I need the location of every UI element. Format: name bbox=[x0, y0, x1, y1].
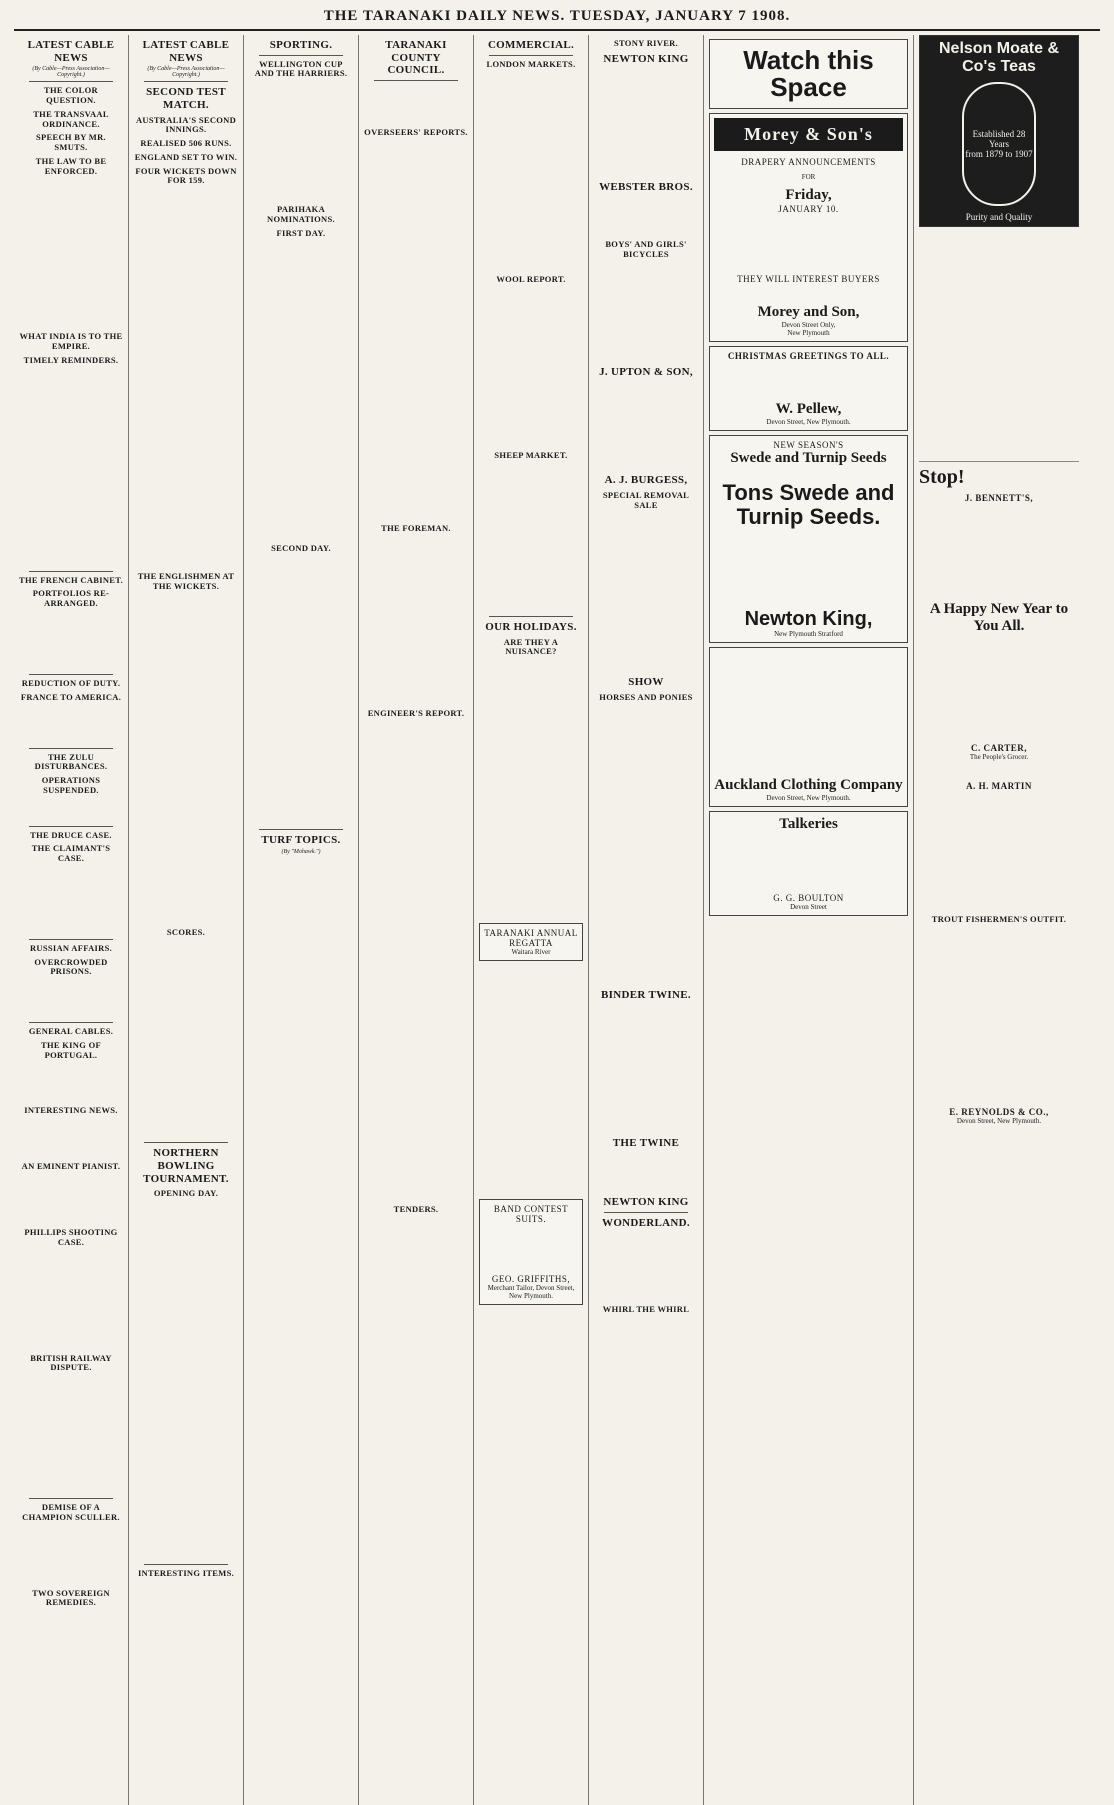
heading: SPORTING. bbox=[269, 39, 333, 51]
for-text: FOR bbox=[801, 173, 816, 181]
body-text-block bbox=[594, 67, 698, 177]
heading: LATEST CABLE NEWS bbox=[27, 39, 115, 64]
heading: FRANCE TO AMERICA. bbox=[20, 691, 122, 702]
nelson-years: from 1879 to 1907 bbox=[965, 149, 1033, 159]
body-text-block bbox=[19, 979, 123, 1019]
heading: OUR HOLIDAYS. bbox=[485, 620, 577, 633]
heading: RUSSIAN AFFAIRS. bbox=[29, 942, 113, 953]
heading: WHAT INDIA IS TO THE EMPIRE. bbox=[19, 331, 123, 352]
nelson-badge bbox=[962, 82, 1036, 206]
heading: INTERESTING NEWS. bbox=[24, 1105, 118, 1116]
heading: WONDERLAND. bbox=[602, 1216, 690, 1229]
body-text-block bbox=[479, 463, 583, 613]
body-text-block bbox=[249, 556, 353, 826]
swede-line3: Tons Swede and Turnip Seeds. bbox=[722, 480, 895, 530]
body-text-block bbox=[594, 1152, 698, 1192]
column-3 bbox=[244, 35, 359, 1805]
heading: PARIHAKA NOMINATIONS. bbox=[267, 204, 335, 224]
heading: NORTHERN BOWLING TOURNAMENT. bbox=[143, 1147, 229, 1185]
heading: NEWTON KING bbox=[603, 1196, 689, 1209]
heading: THE ENGLISHMEN AT THE WICKETS. bbox=[137, 571, 235, 591]
heading: OVERSEERS' REPORTS. bbox=[364, 126, 468, 137]
heading: PHILLIPS SHOOTING CASE. bbox=[24, 1227, 118, 1247]
heading: FIRST DAY. bbox=[276, 227, 326, 238]
heading: SCORES. bbox=[166, 926, 206, 937]
heading: TURF TOPICS. bbox=[261, 834, 341, 847]
newton-king-address: New Plymouth Stratford bbox=[774, 630, 843, 639]
heading: J. UPTON & SON, bbox=[599, 365, 693, 378]
body-text-block bbox=[19, 611, 123, 671]
heading: THE TRANSVAAL ORDINANCE. bbox=[33, 108, 109, 129]
body-text-block bbox=[19, 1118, 123, 1158]
auckland-clothing-ad bbox=[709, 647, 908, 807]
boulton-address: Devon Street bbox=[790, 903, 827, 912]
dek: (By Cable—Press Association—Copyright.) bbox=[147, 66, 225, 79]
pellew-address: Devon Street, New Plymouth. bbox=[766, 418, 851, 426]
body-text-block bbox=[134, 594, 238, 924]
body-text-block bbox=[19, 368, 123, 568]
column-8-ads bbox=[914, 35, 1084, 1805]
column-1 bbox=[14, 35, 129, 1805]
griffiths-address: Merchant Tailor, Devon Street, New Plymouth. bbox=[487, 1284, 575, 1301]
heading: PORTFOLIOS RE-ARRANGED. bbox=[32, 588, 110, 609]
masthead: THE TARANAKI DAILY NEWS. TUESDAY, JANUARY 7 1908. bbox=[14, 6, 1100, 31]
boulton-name: G. G. BOULTON bbox=[773, 893, 844, 904]
heading: WHIRL THE WHIRL bbox=[602, 1304, 690, 1315]
morey-name: Morey and Son, bbox=[757, 304, 860, 320]
heading: DEMISE OF A CHAMPION SCULLER. bbox=[22, 1502, 120, 1522]
heading: THE CLAIMANT'S CASE. bbox=[31, 843, 111, 864]
body-text-block bbox=[19, 798, 123, 823]
body-text-block bbox=[19, 1250, 123, 1350]
body-text-block bbox=[364, 721, 468, 1201]
heading: SECOND TEST MATCH. bbox=[146, 86, 226, 111]
band-suits-title: BAND CONTEST SUITS. bbox=[493, 1204, 569, 1225]
body-text-block bbox=[594, 1003, 698, 1133]
column-7-ads bbox=[704, 35, 914, 1805]
dek: (By Cable—Press Association—Copyright.) bbox=[32, 66, 110, 79]
nelson-teas-ad bbox=[919, 35, 1079, 227]
regatta-ad bbox=[479, 923, 583, 961]
body-text-block bbox=[364, 140, 468, 520]
heading: REALISED 506 RUNS. bbox=[140, 138, 232, 149]
heading: THE ZULU DISTURBANCES. bbox=[34, 751, 108, 772]
heading: BINDER TWINE. bbox=[601, 988, 691, 1001]
heading: REDUCTION OF DUTY. bbox=[21, 678, 121, 688]
talkeries-ad bbox=[709, 811, 908, 916]
heading: THE KING OF PORTUGAL. bbox=[41, 1039, 101, 1060]
heading: THE FRENCH CABINET. bbox=[19, 574, 124, 585]
heading: WELLINGTON CUP AND THE HARRIERS. bbox=[254, 58, 348, 79]
swede-line2: Swede and Turnip Seeds bbox=[730, 450, 887, 466]
body-text-block bbox=[479, 965, 583, 1195]
pellew-ad bbox=[709, 346, 908, 431]
heading: SHOW bbox=[628, 676, 664, 689]
body-text-block bbox=[19, 705, 123, 745]
nelson-purity: Purity and Quality bbox=[965, 212, 1033, 222]
griffiths-name: GEO. GRIFFITHS, bbox=[491, 1274, 571, 1285]
band-suits-ad bbox=[479, 1199, 583, 1305]
column-2 bbox=[129, 35, 244, 1805]
jan-text: JANUARY 10. bbox=[778, 204, 839, 214]
heading: TROUT FISHERMEN'S OUTFIT. bbox=[931, 914, 1067, 924]
interest-text: THEY WILL INTEREST BUYERS bbox=[737, 274, 880, 284]
heading: FOUR WICKETS DOWN FOR 159. bbox=[135, 165, 237, 186]
heading: BRITISH RAILWAY DISPUTE. bbox=[30, 1352, 112, 1373]
swede-ad bbox=[709, 435, 908, 643]
body-text-block bbox=[134, 1201, 238, 1561]
carter-subtitle: The People's Grocer. bbox=[969, 753, 1029, 761]
regatta-river: Waitara River bbox=[511, 948, 551, 957]
score-table bbox=[134, 939, 238, 1139]
body-text-block bbox=[19, 1525, 123, 1585]
body-text-block bbox=[19, 1174, 123, 1224]
devon-text: Devon Street Only, bbox=[781, 321, 836, 329]
heading: SHEEP MARKET. bbox=[494, 450, 568, 461]
morey-announce-ad bbox=[709, 113, 908, 342]
auckland-name: Auckland Clothing Company bbox=[714, 777, 903, 794]
heading: AUSTRALIA'S SECOND INNINGS. bbox=[135, 114, 237, 135]
heading: HORSES AND PONIES bbox=[599, 692, 693, 703]
heading: SECOND DAY. bbox=[271, 543, 331, 554]
body-text-block bbox=[479, 287, 583, 447]
nelson-est: Established 28 Years bbox=[972, 129, 1026, 149]
heading: OPENING DAY. bbox=[153, 1188, 219, 1199]
heading: BOYS' AND GIRLS' BICYCLES bbox=[605, 239, 687, 259]
talkeries-text: Talkeries bbox=[779, 816, 838, 833]
body-text-block bbox=[594, 1231, 698, 1301]
body-text-block bbox=[594, 512, 698, 672]
heading: LONDON MARKETS. bbox=[486, 58, 576, 69]
heading: ENGINEER'S REPORT. bbox=[367, 708, 465, 719]
bennett-name: J. BENNETT'S, bbox=[964, 493, 1034, 503]
body-text-block bbox=[249, 240, 353, 540]
auckland-address: Devon Street, New Plymouth. bbox=[766, 794, 851, 803]
heading: COMMERCIAL. bbox=[487, 39, 575, 51]
wanted-ad-block bbox=[919, 227, 1079, 462]
stop-text: Stop! bbox=[919, 466, 965, 488]
carter-name: C. CARTER, bbox=[971, 743, 1027, 753]
body-text-block bbox=[594, 705, 698, 985]
heading: A. J. BURGESS, bbox=[604, 474, 688, 487]
swede-line1: NEW SEASON'S bbox=[773, 440, 844, 450]
heading: OPERATIONS SUSPENDED. bbox=[41, 775, 101, 795]
heading: LATEST CABLE NEWS bbox=[142, 39, 230, 64]
happy-new-year: A Happy New Year to You All. bbox=[929, 601, 1069, 634]
body-text-block bbox=[364, 84, 468, 124]
wanted-ads bbox=[919, 227, 1079, 462]
heading: THE TWINE bbox=[612, 1137, 680, 1150]
body-text-block bbox=[19, 1375, 123, 1495]
pellew-name: W. Pellew, bbox=[775, 401, 842, 417]
reynolds-name: E. REYNOLDS & CO., bbox=[949, 1106, 1049, 1117]
dek: (By "Mohawk.") bbox=[281, 848, 321, 855]
heading: TWO SOVEREIGN REMEDIES. bbox=[32, 1587, 110, 1608]
heading: SPEECH BY MR. SMUTS. bbox=[36, 132, 106, 153]
heading: TIMELY REMINDERS. bbox=[23, 354, 119, 365]
reynolds-address: Devon Street, New Plymouth. bbox=[956, 1116, 1042, 1125]
np-text: New Plymouth bbox=[787, 329, 830, 337]
newton-king-name: Newton King, bbox=[744, 608, 873, 631]
heading: SPECIAL REMOVAL SALE bbox=[602, 489, 690, 510]
body-text-block bbox=[479, 71, 583, 271]
heading: INTERESTING ITEMS. bbox=[137, 1568, 235, 1579]
body-text-block bbox=[594, 196, 698, 236]
body-text-block bbox=[19, 866, 123, 936]
morey-logo: Morey & Son's bbox=[714, 118, 903, 151]
body-text-block bbox=[479, 659, 583, 919]
heading: AN EMINENT PIANIST. bbox=[21, 1161, 121, 1172]
regatta-title: TARANAKI ANNUAL REGATTA bbox=[484, 928, 578, 949]
body-text-block bbox=[364, 535, 468, 705]
heading: THE COLOR QUESTION. bbox=[44, 85, 98, 106]
heading: STONY RIVER. bbox=[613, 38, 679, 48]
body-text-block bbox=[249, 81, 353, 201]
body-text-block bbox=[594, 380, 698, 470]
heading: THE FOREMAN. bbox=[381, 522, 451, 533]
body-text-block bbox=[19, 178, 123, 328]
heading: NEWTON KING bbox=[603, 52, 689, 65]
watch-space-ad bbox=[709, 39, 908, 109]
heading: THE DRUCE CASE. bbox=[30, 829, 112, 840]
heading: GENERAL CABLES. bbox=[28, 1026, 114, 1037]
heading: OVERCROWDED PRISONS. bbox=[34, 956, 108, 977]
column-4 bbox=[359, 35, 474, 1805]
columns bbox=[14, 35, 1100, 1805]
heading: ENGLAND SET TO WIN. bbox=[134, 151, 238, 162]
body-text-block bbox=[134, 188, 238, 568]
xmas-text: CHRISTMAS GREETINGS TO ALL. bbox=[727, 351, 890, 361]
watch-space-text: Watch this Space bbox=[743, 44, 874, 102]
body-text-block bbox=[19, 1062, 123, 1102]
heading: ARE THEY A NUISANCE? bbox=[503, 636, 559, 657]
friday-text: Friday, bbox=[785, 187, 832, 203]
column-5 bbox=[474, 35, 589, 1805]
heading: THE LAW TO BE ENFORCED. bbox=[35, 155, 107, 176]
heading: TENDERS. bbox=[393, 1204, 439, 1215]
body-text-block bbox=[594, 262, 698, 362]
heading: WEBSTER BROS. bbox=[599, 181, 693, 194]
martin-name: A. H. MARTIN bbox=[966, 781, 1032, 791]
heading: TARANAKI COUNTY COUNCIL. bbox=[385, 39, 447, 77]
nelson-logo: Nelson Moate & Co's Teas bbox=[938, 40, 1059, 75]
heading: WOOL REPORT. bbox=[496, 274, 566, 285]
drapery-text: DRAPERY ANNOUNCEMENTS bbox=[741, 157, 876, 167]
column-6 bbox=[589, 35, 704, 1805]
